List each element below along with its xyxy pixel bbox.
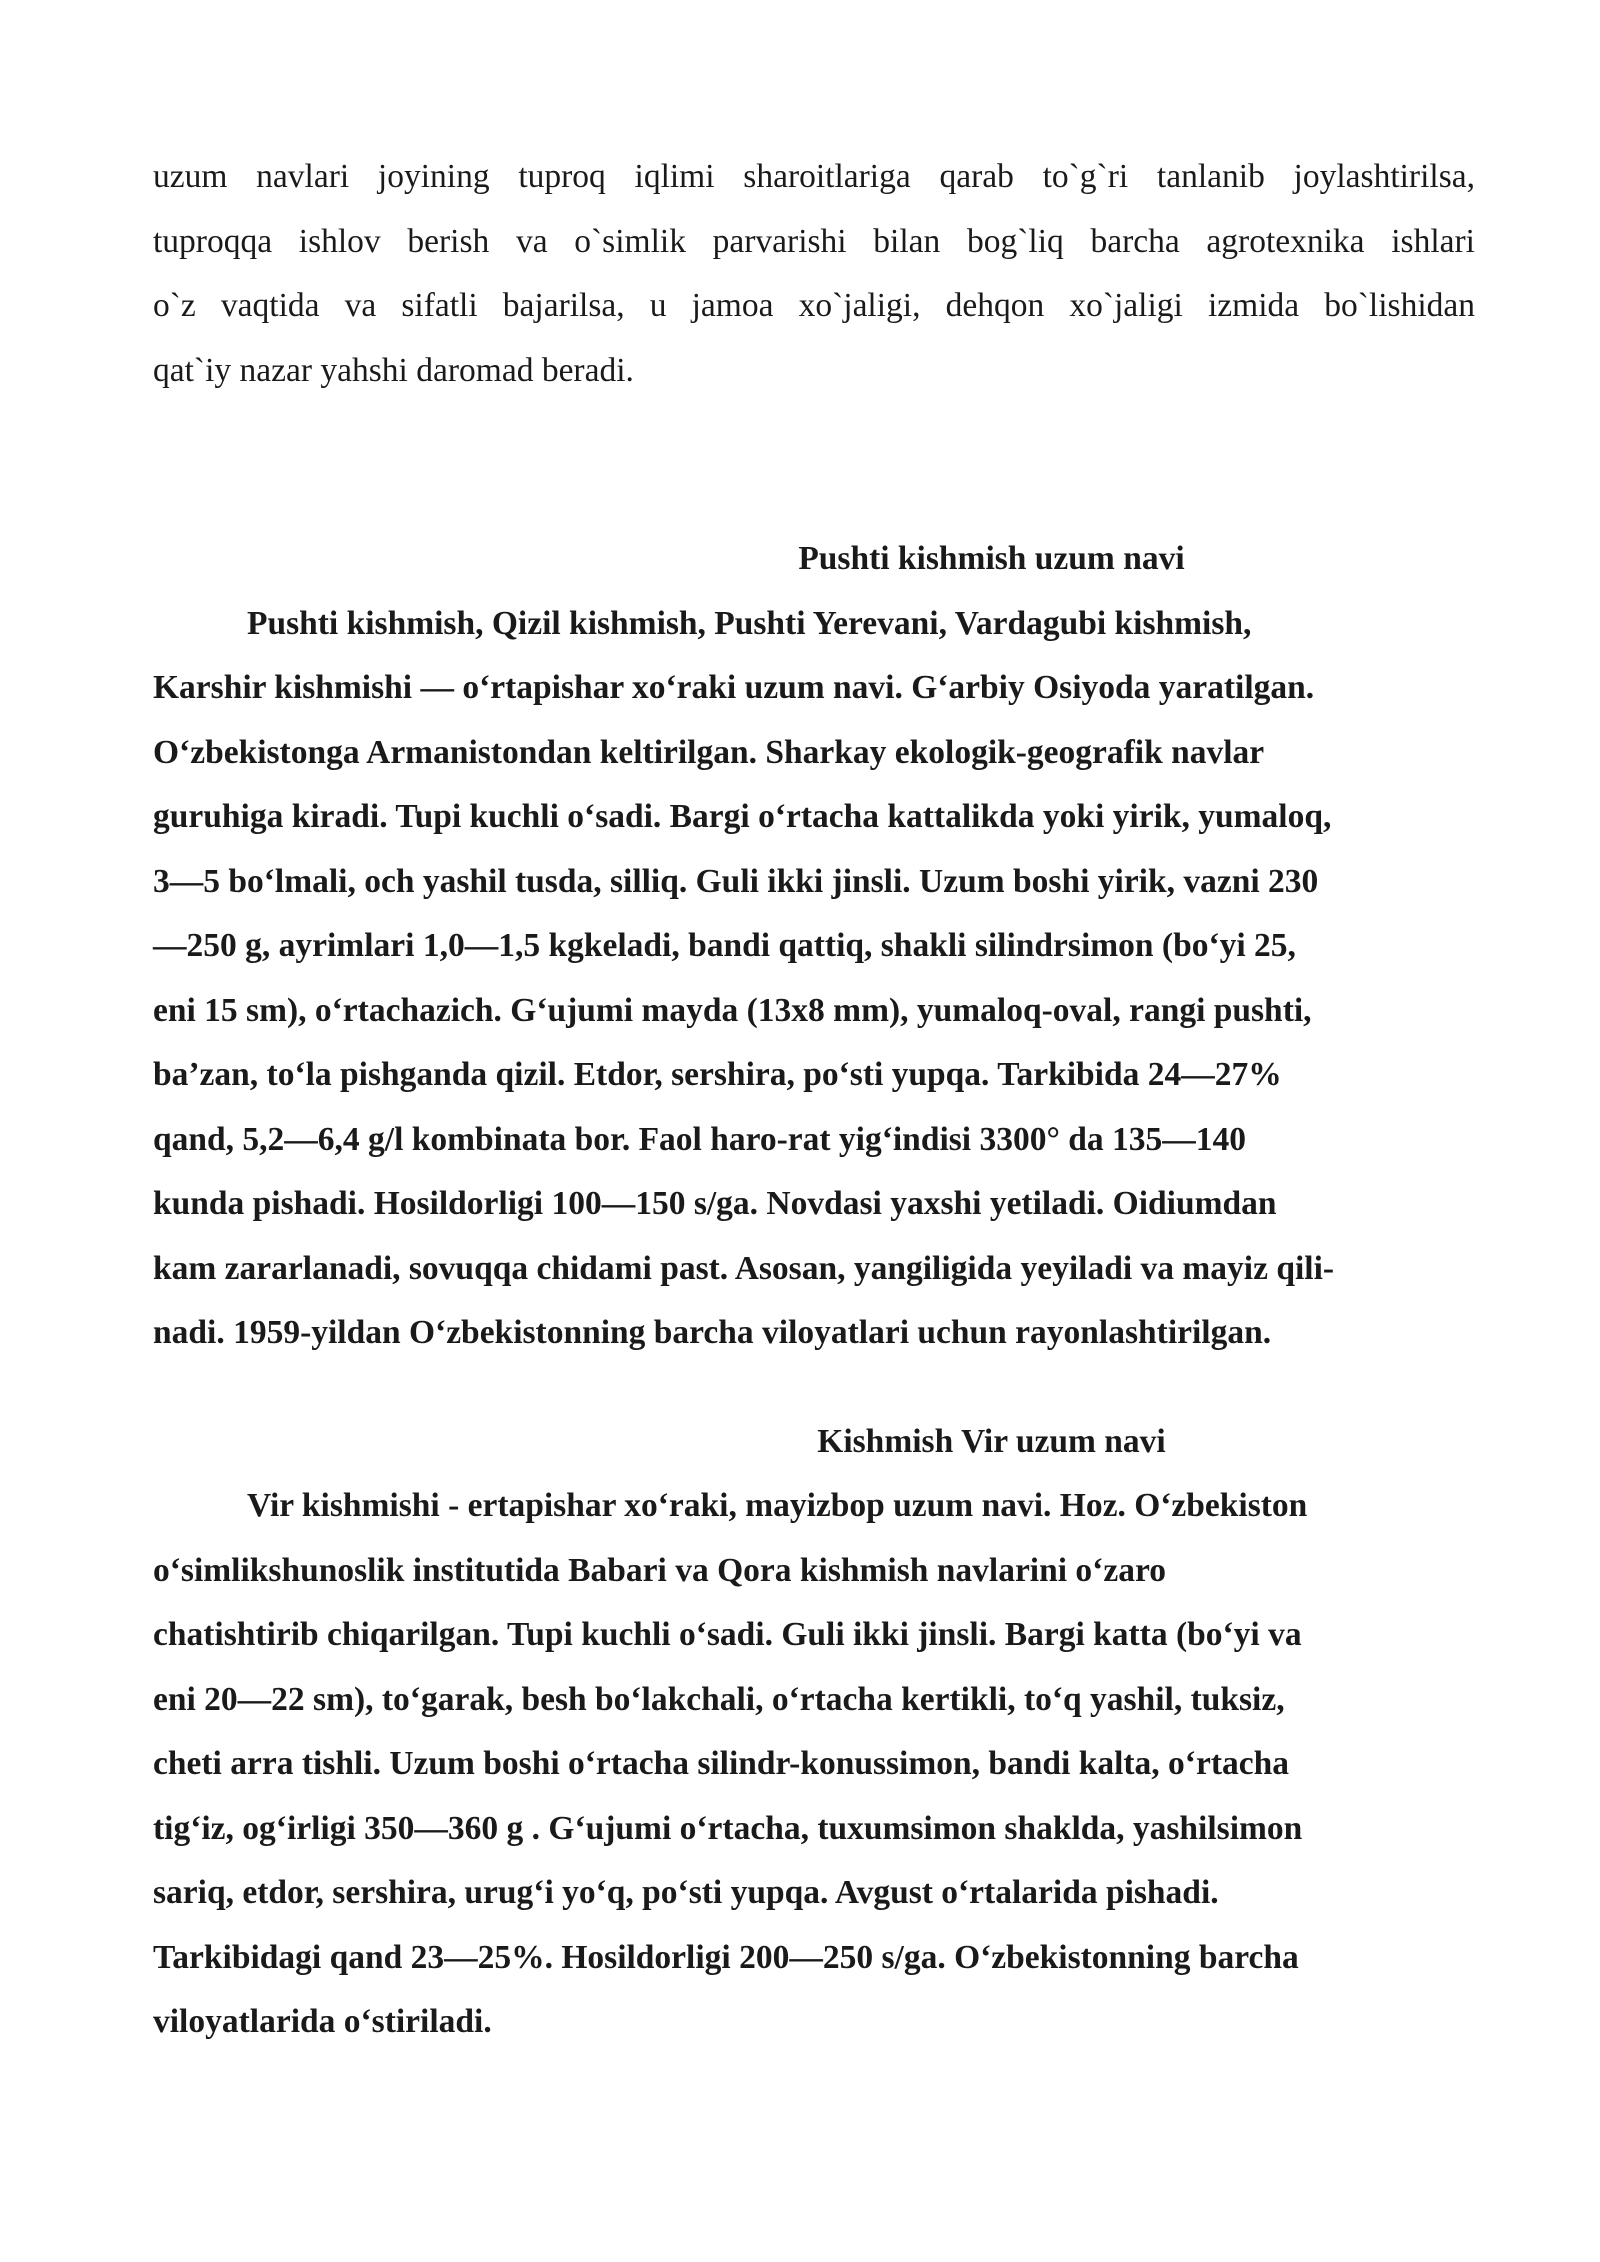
intro-paragraph (153, 145, 1475, 403)
text-line: o‘simlikshunoslik institutida Babari va Qora kishmish navlarini o‘zaro (153, 1551, 1166, 1589)
text-line: O‘zbekistonga Armanistondan keltirilgan. Sharkay ekologik-geografik navlar (153, 733, 1265, 771)
section-kishmish-vir (153, 1410, 1475, 2055)
text-line: kam zararlanadi, sovuqqa chidami past. Asosan, yangiligida yeyiladi va mayiz qili- (153, 1249, 1335, 1287)
text-line: o`z vaqtida va sifatli bajarilsa, u jamoa xo`jaligi, dehqon xo`jaligi izmida bo`lishidan (153, 287, 1475, 324)
text-line: kunda pishadi. Hosildorligi 100—150 s/ga. Novdasi yaxshi yetiladi. Oidiumdan (153, 1185, 1277, 1222)
text-line: guruhiga kiradi. Tupi kuchli o‘sadi. Bargi o‘rtacha kattalikda yoki yirik, yumaloq, (153, 798, 1332, 835)
text-line: Pushti kishmish, Qizil kishmish, Pushti Yerevani, Vardagubi kishmish, (247, 604, 1252, 642)
section-paragraph (153, 1474, 1475, 2055)
text-line: sariq, etdor, sershira, urug‘i yo‘q, po‘sti yupqa. Avgust o‘rtalarida pishadi. (153, 1874, 1219, 1911)
text-line: viloyatlarida o‘stiriladi. (153, 2003, 492, 2040)
text-line: 3—5 bo‘lmali, och yashil tusda, silliq. Guli ikki jinsli. Uzum boshi yirik, vazni 230 (153, 862, 1319, 900)
text-line: nadi. 1959-yildan O‘zbekistonning barcha viloyatlari uchun rayonlashtirilgan. (153, 1314, 1272, 1351)
section-paragraph (153, 592, 1475, 1366)
text-line: qat`iy nazar yahshi daromad beradi. (153, 351, 634, 389)
section-heading: Pushti kishmish uzum navi (798, 540, 1185, 577)
text-line: eni 15 sm), o‘rtachazich. G‘ujumi mayda (13x8 mm), yumaloq-oval, rangi pushti, (153, 991, 1312, 1029)
text-line: Karshir kishmishi — o‘rtapishar xo‘raki uzum navi. G‘arbiy Osiyoda yaratilgan. (153, 669, 1315, 706)
text-line: Vir kishmishi - ertapishar xo‘raki, mayizbop uzum navi. Hoz. O‘zbekiston (247, 1487, 1308, 1524)
text-line: uzum navlari joyining tuproq iqlimi sharoitlariga qarab to`g`ri tanlanib joylashtirilsa, (153, 158, 1475, 195)
text-line: cheti arra tishli. Uzum boshi o‘rtacha silindr-konussimon, bandi kalta, o‘rtacha (153, 1745, 1289, 1782)
text-line: eni 20—22 sm), to‘garak, besh bo‘lakchali, o‘rtacha kertikli, to‘q yashil, tuksiz, (153, 1680, 1285, 1718)
text-line: tuproqqa ishlov berish va o`simlik parvarishi bilan bog`liq barcha agrotexnika ishlari (153, 222, 1475, 260)
text-line: ba’zan, to‘la pishganda qizil. Etdor, sershira, po‘sti yupqa. Tarkibida 24—27% (153, 1056, 1282, 1093)
text-line: chatishtirib chiqarilgan. Tupi kuchli o‘sadi. Guli ikki jinsli. Bargi katta (bo‘yi va (153, 1616, 1302, 1653)
text-line: tig‘iz, og‘irligi 350—360 g . G‘ujumi o‘rtacha, tuxumsimon shaklda, yashilsimon (153, 1809, 1303, 1847)
section-heading: Kishmish Vir uzum navi (817, 1422, 1166, 1460)
text-line: qand, 5,2—6,4 g/l kombinata bor. Faol haro-rat yig‘indisi 3300° da 135—140 (153, 1120, 1247, 1158)
section-pushti-kishmish (153, 527, 1475, 1366)
text-line: —250 g, ayrimlari 1,0—1,5 kgkeladi, bandi qattiq, shakli silindrsimon (bo‘yi 25, (153, 927, 1296, 964)
text-line: Tarkibidagi qand 23—25%. Hosildorligi 200—250 s/ga. O‘zbekistonning barcha (153, 1938, 1299, 1976)
